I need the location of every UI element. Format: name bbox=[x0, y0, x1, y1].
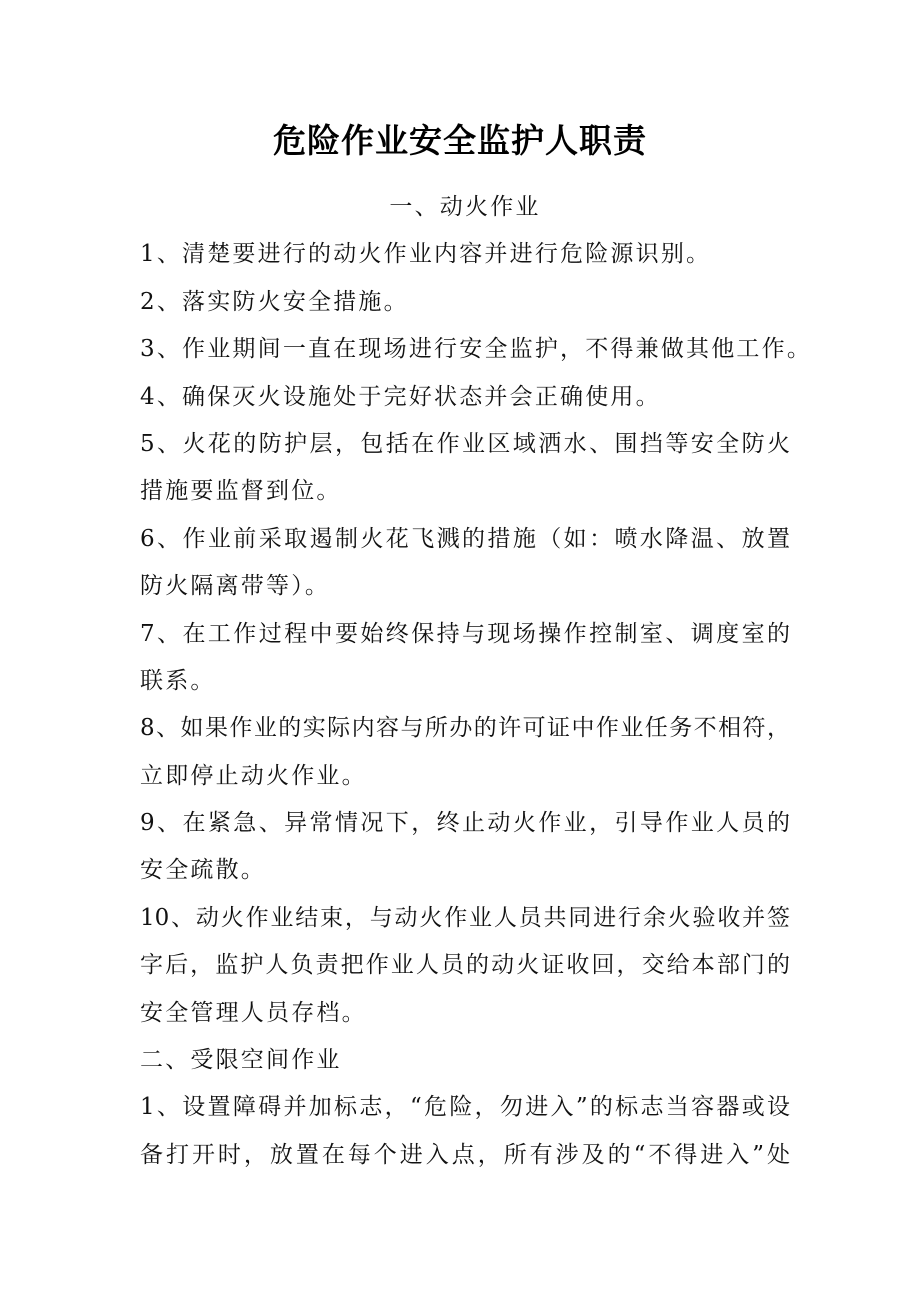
paragraph-line: 安全管理人员存档。 bbox=[140, 999, 367, 1026]
paragraph-line: 8、如果作业的实际内容与所办的许可证中作业任务不相符， bbox=[140, 715, 790, 742]
paragraph-line: 5、火花的防护层，包括在作业区域洒水、围挡等安全防火 bbox=[140, 430, 790, 457]
paragraph-line: 4、确保灭火设施处于完好状态并会正确使用。 bbox=[140, 383, 661, 410]
paragraph-line: 1、设置障碍并加标志，“危险，勿进入”的标志当容器或设 bbox=[140, 1094, 790, 1121]
paragraph-line: 6、作业前采取遏制火花飞溅的措施（如：喷水降温、放置 bbox=[140, 525, 790, 552]
paragraph-line: 字后，监护人负责把作业人员的动火证收回，交给本部门的 bbox=[140, 952, 790, 979]
paragraph-line: 联系。 bbox=[140, 667, 216, 694]
paragraph-line: 1、清楚要进行的动火作业内容并进行危险源识别。 bbox=[140, 241, 712, 268]
paragraph-line: 立即停止动火作业。 bbox=[140, 762, 367, 789]
paragraph-line: 措施要监督到位。 bbox=[140, 478, 342, 505]
paragraph-line: 9、在紧急、异常情况下，终止动火作业，引导作业人员的 bbox=[140, 810, 790, 837]
paragraph-line: 2、落实防火安全措施。 bbox=[140, 288, 409, 315]
paragraph-line: 7、在工作过程中要始终保持与现场操作控制室、调度室的 bbox=[140, 620, 790, 647]
paragraph-line: 防火隔离带等）。 bbox=[140, 573, 331, 600]
section-heading-confined-space: 二、受限空间作业 bbox=[140, 1047, 342, 1074]
section-heading-hot-work: 一、动火作业 bbox=[389, 194, 541, 220]
paragraph-line: 3、作业期间一直在现场进行安全监护，不得兼做其他工作。 bbox=[140, 336, 813, 363]
document-title: 危险作业安全监护人职责 bbox=[273, 121, 647, 160]
paragraph-line: 安全疏散。 bbox=[140, 857, 266, 884]
paragraph-line: 备打开时，放置在每个进入点，所有涉及的“不得进入”处 bbox=[140, 1141, 790, 1168]
paragraph-line: 10、动火作业结束，与动火作业人员共同进行余火验收并签 bbox=[140, 904, 790, 931]
document-body bbox=[140, 184, 813, 1179]
